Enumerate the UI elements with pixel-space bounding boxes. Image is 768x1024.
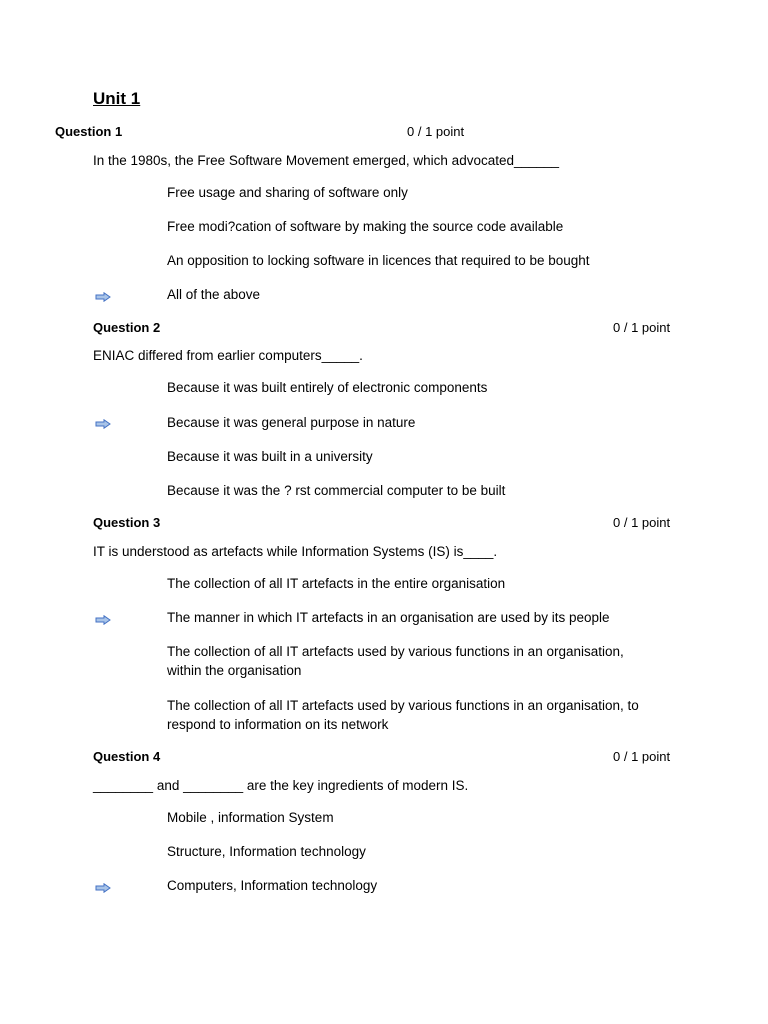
- right-arrow-icon: [95, 883, 111, 893]
- question-1-label: Question 1: [55, 124, 123, 139]
- question-3-label: Question 3: [93, 515, 161, 530]
- question-2-option-1: Because it was built entirely of electronic components: [167, 380, 488, 395]
- question-1-option-2: Free modi?cation of software by making the source code available: [167, 219, 564, 234]
- question-2-points: 0 / 1 point: [613, 320, 671, 335]
- question-4-option-2: Structure, Information technology: [167, 844, 366, 859]
- question-4-option-3: Computers, Information technology: [167, 878, 378, 893]
- question-1-option-4: All of the above: [167, 287, 261, 302]
- question-3-option-4: The collection of all IT artefacts used by various functions in an organisation, to respond to information on its network: [167, 698, 639, 732]
- question-3-option-1: The collection of all IT artefacts in the entire organisation: [167, 576, 506, 591]
- question-1-option-1: Free usage and sharing of software only: [167, 185, 408, 200]
- question-1-points: 0 / 1 point: [407, 124, 465, 139]
- right-arrow-icon: [95, 419, 111, 429]
- question-4-text: ________ and ________ are the key ingredients of modern IS.: [93, 778, 469, 793]
- question-4-option-1: Mobile , information System: [167, 810, 334, 825]
- question-2-label: Question 2: [93, 320, 161, 335]
- question-3-option-3: The collection of all IT artefacts used by various functions in an organisation, within the organisation: [167, 644, 624, 678]
- question-2-option-3: Because it was built in a university: [167, 449, 373, 464]
- right-arrow-icon: [95, 615, 111, 625]
- question-1-option-3: An opposition to locking software in licences that required to be bought: [167, 253, 590, 268]
- question-2-option-4: Because it was the ? rst commercial computer to be built: [167, 483, 506, 498]
- question-3-points: 0 / 1 point: [613, 515, 671, 530]
- question-2-option-2: Because it was general purpose in nature: [167, 415, 416, 430]
- right-arrow-icon: [95, 292, 111, 302]
- question-3-option-2: The manner in which IT artefacts in an organisation are used by its people: [167, 610, 610, 625]
- question-2-text: ENIAC differed from earlier computers_____.: [93, 348, 363, 363]
- unit-title: Unit 1: [93, 89, 141, 108]
- question-3-text: IT is understood as artefacts while Information Systems (IS) is____.: [93, 544, 498, 559]
- question-1-text: In the 1980s, the Free Software Movement emerged, which advocated______: [93, 153, 560, 168]
- question-4-label: Question 4: [93, 749, 161, 764]
- question-4-points: 0 / 1 point: [613, 749, 671, 764]
